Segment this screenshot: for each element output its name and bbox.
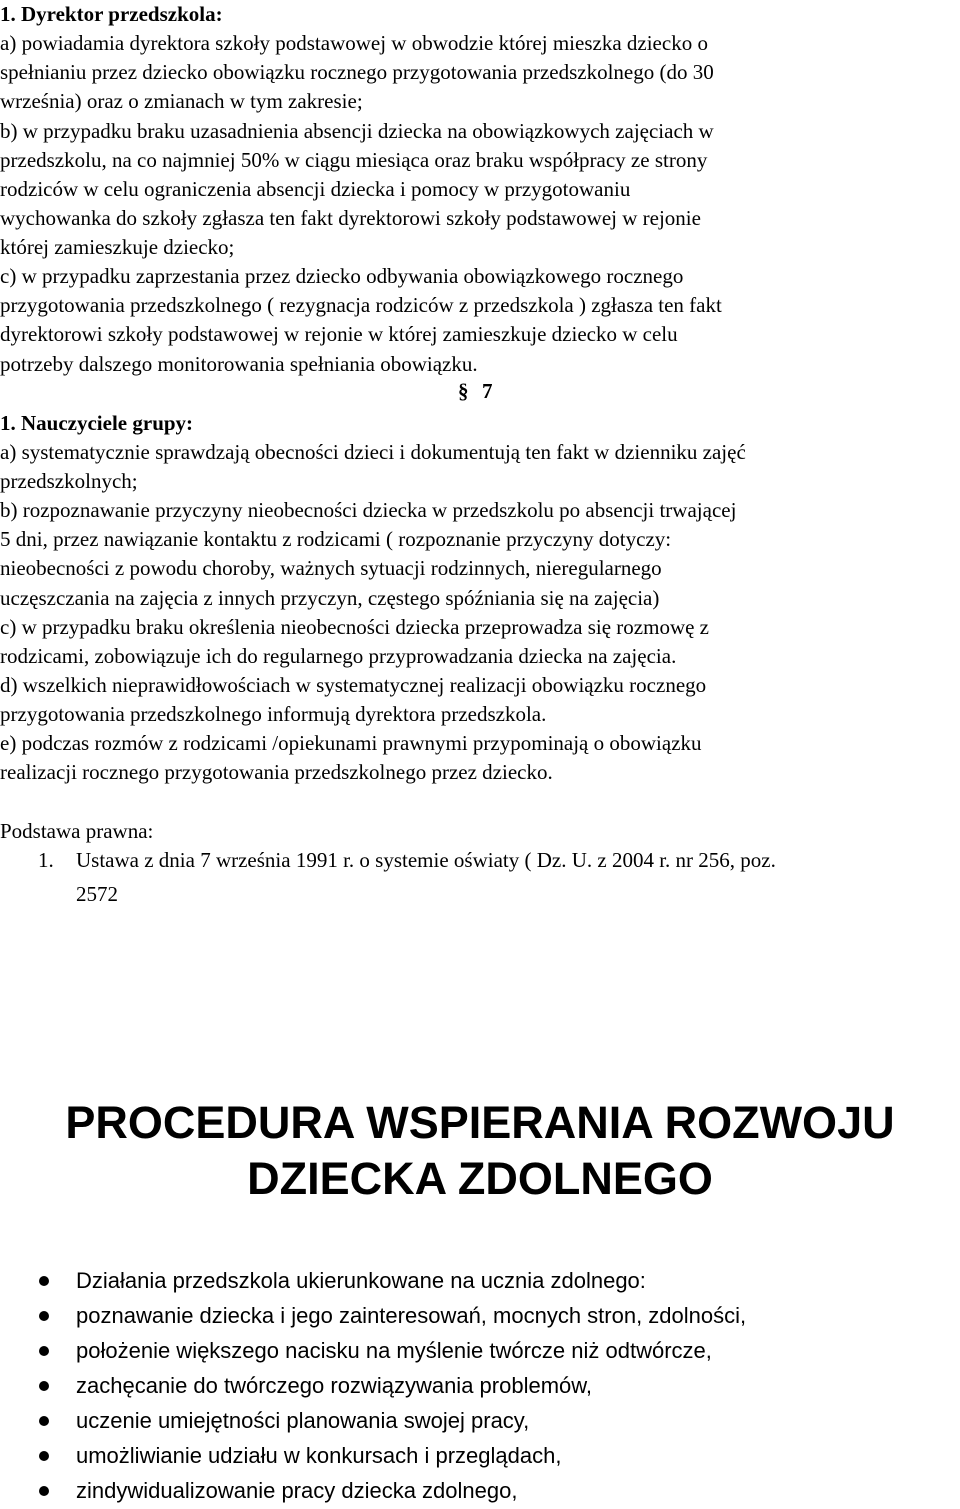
bullet-icon (39, 1416, 49, 1426)
bullet-icon (39, 1451, 49, 1461)
text-line: przedszkolnych; (0, 469, 138, 493)
paragraph-number: 7 (482, 379, 493, 403)
legal-item-number: 1. (38, 848, 54, 872)
text-line: b) w przypadku braku uzasadnienia absencji dziecka na obowiązkowych zajęciach w (0, 119, 714, 143)
list-item-text: Działania przedszkola ukierunkowane na ucznia zdolnego: (76, 1268, 646, 1293)
text-line: przedszkolu, na co najmniej 50% w ciągu miesiąca oraz braku współpracy ze strony (0, 148, 708, 172)
bullet-icon (39, 1276, 49, 1286)
section2-heading: 1. Nauczyciele grupy: (0, 411, 194, 435)
list-item-text: uczenie umiejętności planowania swojej pracy, (76, 1408, 530, 1433)
text-line: rodzicami, zobowiązuje ich do regularnego przyprowadzania dziecka na zajęcia. (0, 644, 677, 668)
text-line: września) oraz o zmianach w tym zakresie; (0, 89, 363, 113)
text-line: przygotowania przedszkolnego informują dyrektora przedszkola. (0, 702, 547, 726)
text-line: a) systematycznie sprawdzają obecności dzieci i dokumentują ten fakt w dzienniku zajęć (0, 440, 746, 464)
legal-item-text: Ustawa z dnia 7 września 1991 r. o systemie oświaty ( Dz. U. z 2004 r. nr 256, poz. (76, 848, 776, 872)
text-line: wychowanka do szkoły zgłasza ten fakt dyrektorowi szkoły podstawowej w rejonie (0, 206, 701, 230)
procedure-title-line2: DZIECKA ZDOLNEGO (247, 1153, 713, 1204)
text-line: c) w przypadku zaprzestania przez dziecko odbywania obowiązkowego rocznego (0, 264, 684, 288)
list-item-text: zindywidualizowanie pracy dziecka zdolnego, (76, 1478, 518, 1503)
legal-item-text-continued: 2572 (76, 882, 118, 906)
list-item-text: umożliwianie udziału w konkursach i przeglądach, (76, 1443, 562, 1468)
text-line: uczęszczania na zajęcia z innych przyczyn, częstego spóźniania się na zajęcia) (0, 586, 660, 610)
text-line: nieobecności z powodu choroby, ważnych sytuacji rodzinnych, nieregularnego (0, 556, 662, 580)
text-line: b) rozpoznawanie przyczyny nieobecności dziecka w przedszkolu po absencji trwającej (0, 498, 737, 522)
bullet-icon (39, 1381, 49, 1391)
text-line: spełnianiu przez dziecko obowiązku rocznego przygotowania przedszkolnego (do 30 (0, 60, 714, 84)
paragraph-sign: § (458, 379, 469, 403)
text-line: rodziców w celu ograniczenia absencji dziecka i pomocy w przygotowaniu (0, 177, 631, 201)
procedure-title-line1: PROCEDURA WSPIERANIA ROZWOJU (65, 1097, 895, 1148)
text-line: potrzeby dalszego monitorowania spełniania obowiązku. (0, 352, 478, 376)
bullet-icon (39, 1346, 49, 1356)
text-line: c) w przypadku braku określenia nieobecności dziecka przeprowadza się rozmowę z (0, 615, 710, 639)
text-line: dyrektorowi szkoły podstawowej w rejonie w której zamieszkuje dziecko w celu (0, 322, 678, 346)
text-line: której zamieszkuje dziecko; (0, 235, 235, 259)
text-line: przygotowania przedszkolnego ( rezygnacja rodziców z przedszkola ) zgłasza ten fakt (0, 293, 722, 317)
text-line: e) podczas rozmów z rodzicami /opiekunami prawnymi przypominają o obowiązku (0, 731, 702, 755)
legal-basis-label: Podstawa prawna: (0, 819, 154, 843)
text-line: d) wszelkich nieprawidłowościach w systematycznej realizacji obowiązku rocznego (0, 673, 707, 697)
list-item-text: zachęcanie do twórczego rozwiązywania problemów, (76, 1373, 593, 1398)
list-item-text: poznawanie dziecka i jego zainteresowań, mocnych stron, zdolności, (76, 1303, 747, 1328)
bullet-icon (39, 1311, 49, 1321)
text-line: realizacji rocznego przygotowania przedszkolnego przez dziecko. (0, 760, 553, 784)
bullet-icon (39, 1486, 49, 1496)
section1-heading: 1. Dyrektor przedszkola: (0, 2, 223, 26)
text-line: 5 dni, przez nawiązanie kontaktu z rodzicami ( rozpoznanie przyczyny dotyczy: (0, 527, 672, 551)
text-line: a) powiadamia dyrektora szkoły podstawowej w obwodzie której mieszka dziecko o (0, 31, 708, 55)
list-item-text: położenie większego nacisku na myślenie twórcze niż odtwórcze, (76, 1338, 712, 1363)
